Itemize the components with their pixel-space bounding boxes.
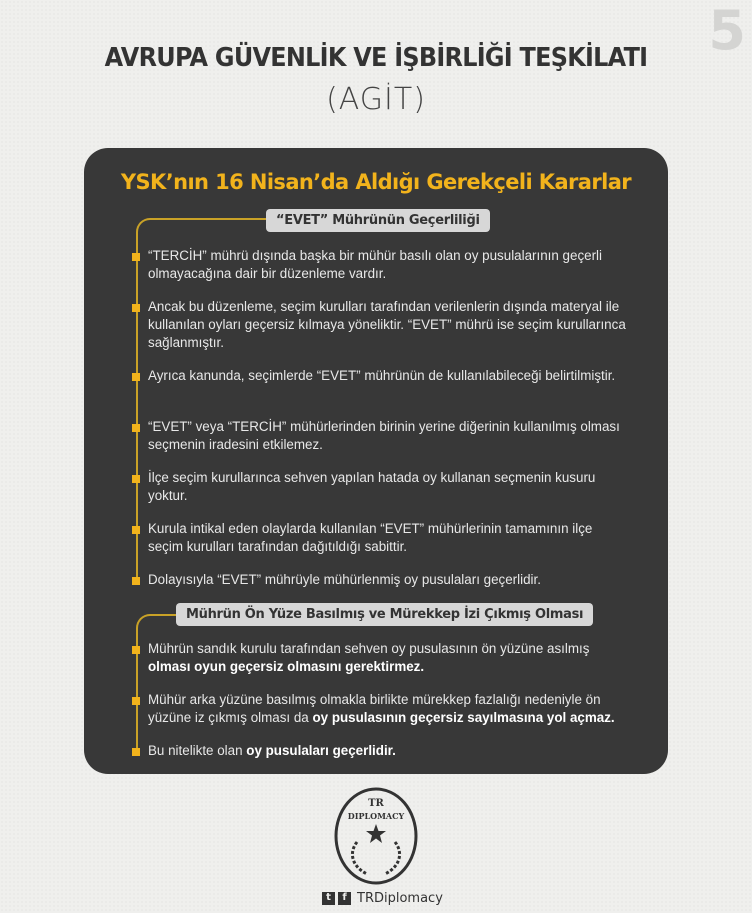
bullet-icon	[132, 253, 140, 261]
svg-text:TR: TR	[368, 798, 384, 809]
bullet-icon	[132, 424, 140, 432]
page-subtitle: (AGİT)	[326, 82, 426, 117]
bullet-icon	[132, 748, 140, 756]
list-item: Mühür arka yüzüne basılmış olmakla birlikte mürekkep fazlalığı nedeniyle ön yüzüne iz çıkmış olması da oy pusulasının geçersiz sayılmasına yol açmaz.	[136, 691, 626, 727]
page-title: AVRUPA GÜVENLİK VE İŞBİRLİĞİ TEŞKİLATI	[104, 43, 648, 73]
page-number: 5	[708, 0, 746, 62]
bullet-icon	[132, 577, 140, 585]
social-handle[interactable]: TRDiplomacy	[357, 890, 443, 906]
list-item: “EVET” veya “TERCİH” mühürlerinden birinin yerine diğerinin kullanılmış olması seçmenin iradesini etkilemez.	[136, 418, 626, 454]
svg-text:DIPLOMACY: DIPLOMACY	[347, 811, 405, 821]
section-connector	[136, 614, 178, 636]
list-item: Mührün sandık kurulu tarafından sehven oy pusulasının ön yüzüne asılmış olması oyun geçersiz olmasını gerektirmez.	[136, 640, 626, 676]
list-item: Ayrıca kanunda, seçimlerde “EVET” mührünün de kullanılabileceği belirtilmiştir.	[136, 367, 626, 385]
section-label-murekkep: Mührün Ön Yüze Basılmış ve Mürekkep İzi Çıkmış Olması	[176, 603, 593, 626]
bullet-icon	[132, 475, 140, 483]
trdiplomacy-logo	[333, 786, 419, 886]
bullet-icon	[132, 646, 140, 654]
panel-title: YSK’nın 16 Nisan’da Aldığı Gerekçeli Kararlar	[120, 170, 632, 194]
bullet-icon	[132, 697, 140, 705]
list-item: Kurula intikal eden olaylarda kullanılan “EVET” mühürlerinin tamamının ilçe seçim kurulları tarafından dağıtıldığı sabittir.	[136, 520, 626, 556]
bullet-icon	[132, 304, 140, 312]
bullet-icon	[132, 373, 140, 381]
section-label-evet: “EVET” Mührünün Geçerliliği	[266, 209, 490, 232]
list-item: Dolayısıyla “EVET” mührüyle mühürlenmiş oy pusulaları geçerlidir.	[136, 571, 626, 589]
facebook-icon[interactable]: f	[338, 892, 351, 905]
emblem-icon	[333, 786, 419, 886]
bullet-icon	[132, 526, 140, 534]
list-item: İlçe seçim kurullarınca sehven yapılan hatada oy kullanan seçmenin kusuru yoktur.	[136, 469, 626, 505]
social-links	[322, 889, 443, 907]
decisions-panel	[84, 148, 668, 774]
list-item: “TERCİH” mührü dışında başka bir mühür basılı olan oy pusulalarının geçerli olmayacağına dair bir düzenleme vardır.	[136, 247, 626, 283]
twitter-icon[interactable]: t	[322, 892, 335, 905]
list-item: Bu nitelikte olan oy pusulaları geçerlidir.	[136, 742, 626, 760]
list-item: Ancak bu düzenleme, seçim kurulları tarafından verilenlerin dışında materyal ile kullanılan oyları geçersiz kılmaya yöneliktir. “EVET” mührü ise seçim kurullarınca sağlanmıştır.	[136, 298, 626, 352]
section-connector	[136, 218, 268, 240]
